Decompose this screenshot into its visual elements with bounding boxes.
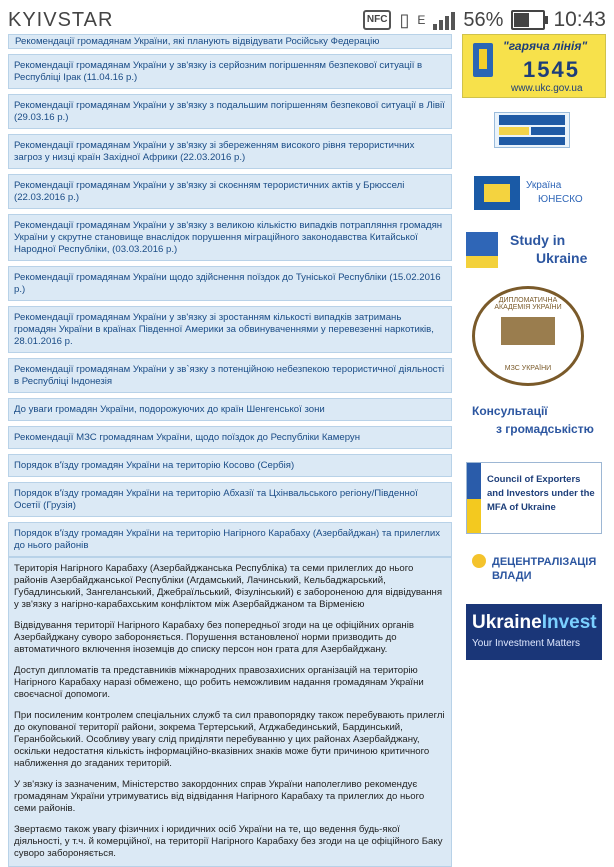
decent-line1: ДЕЦЕНТРАЛІЗАЦІЯ [492, 556, 597, 568]
ukraine-flag-icon [466, 232, 498, 268]
council-text: Council of Exporters and Investors under the MFA of Ukraine [487, 474, 595, 513]
trident-icon [473, 43, 493, 77]
list-item[interactable]: Рекомендації громадянам України у зв'язку зі збереженням високого рівня терористичних загроз у низці країн Західної Африки (22.03.2016 р.) [8, 134, 452, 169]
ukraine-invest-banner[interactable] [466, 604, 602, 660]
hotline-number: 1545 [523, 57, 580, 82]
academy-top-text: ДИПЛОМАТИЧНА АКАДЕМІЯ УКРАЇНИ [494, 297, 562, 311]
decent-line2: ВЛАДИ [492, 570, 532, 582]
list-item[interactable]: Рекомендації МЗС громадянам України, щодо поїздок до Республіки Камерун [8, 426, 452, 449]
hotline-title: "гаряча лінія" [503, 39, 588, 53]
study-in-ukraine-banner[interactable] [462, 226, 606, 274]
network-type: E [417, 13, 426, 27]
hotline-banner[interactable] [462, 34, 606, 98]
article-paragraph: Відвідування території Нагірного Карабаху без попередньої згоди на це офіційних органів Азербайджану суворо забороняється. Порушення встановленої норми призводить до автоматичного включення іноземців до списку персон нон грата для Азербайджану. [14, 620, 414, 655]
signal-icon [433, 10, 455, 30]
nfc-icon: NFC [363, 10, 392, 30]
decentralization-banner[interactable] [462, 542, 606, 594]
list-item-expanded[interactable]: Порядок в'їзду громадян України на територію Нагірного Карабаху (Азербайджан) та прилеглих до нього районів [8, 522, 452, 557]
invest-title: UkraineInvest [472, 612, 597, 633]
list-item[interactable]: Рекомендації громадянам України щодо здійснення поїздок до Туніської Республіки (15.02.2016 р.) [8, 266, 452, 301]
list-item[interactable]: Рекомендації громадянам України у зв'язку із серйозним погіршенням безпекової ситуації в Республіці Ірак (11.04.16 р.) [8, 54, 452, 89]
list-item[interactable]: Рекомендації громадянам України у зв`язку з потенційною небезпекою терористичної діяльності в Республіці Індонезія [8, 358, 452, 393]
list-item[interactable]: Рекомендації громадянам України, які планують відвідувати Російську Федерацію [8, 34, 452, 49]
unesco-line2: ЮНЕСКО [538, 194, 583, 205]
hotline-url: www.ukc.gov.ua [511, 83, 583, 94]
unesco-banner[interactable] [462, 168, 606, 218]
list-item[interactable]: Рекомендації громадянам України у зв'язку зі скоєнням терористичних актів у Брюсселі (22.03.2016 р.) [8, 174, 452, 209]
carrier-name: KYIVSTAR [8, 9, 114, 31]
nato-banner[interactable] [494, 112, 570, 148]
article-paragraph: Доступ дипломатів та представників міжнародних правозахисних організацій на територію Нагірного Карабаху наразі обмежено, що робить неможливим надання громадянам України своєчасної допомоги. [14, 665, 424, 700]
council-exporters-banner[interactable] [466, 462, 602, 534]
council-logo-icon [467, 463, 481, 533]
consult-line2: з громадськістю [496, 422, 594, 436]
study-line1: Study in [510, 232, 566, 248]
consult-line1: Консультації [472, 404, 548, 418]
article-paragraph: У зв'язку із зазначеним, Міністерство закордонних справ України наполегливо рекомендує громадянам України утримуватись від відвідання Нагірного Карабаху та прилеглих до нього семи районів. [14, 779, 425, 814]
unesco-logo-icon [474, 176, 520, 210]
list-item[interactable]: Рекомендації громадянам України у зв'язку зі зростанням кількості випадків затримань громадян України в країнах Південної Америки за обвинуваченнями у перевезенні наркотиків, 28.01.2016 р. [8, 306, 452, 353]
article-paragraph: При посиленим контролем спеціальних служб та сил правопорядку також перебувають прилеглі до окупованої території райони, зокрема Тертерський, Агджабединський, Бардинський, Геранбойський. Особливу увагу слід приділяти перебуванню у цих районах Азербайджану, оскільки недостатня кількість інформаційно-вказівних знаків може бути причиною критичного наближення до згаданих територій. [14, 710, 445, 769]
decentralization-logo-icon [472, 554, 486, 568]
consultations-banner[interactable] [462, 396, 606, 446]
list-item[interactable]: Порядок в'їзду громадян України на територію Абхазії та Цхінвальського регіону/Південної Осетії (Грузія) [8, 482, 452, 517]
main-content [8, 34, 452, 867]
vibrate-icon: ▯ [399, 9, 410, 30]
article-body [8, 557, 452, 867]
list-item[interactable]: Рекомендації громадянам України у зв'язку з подальшим погіршенням безпекової ситуації в Лівії (29.03.16 р.) [8, 94, 452, 129]
list-item[interactable]: Рекомендації громадянам України у зв'язку з великою кількістю випадків потрапляння громадян України у скрутне становище внаслідок порушення міграційного законодавства Китайської Народної Республіки, (03.03.2016 р.) [8, 214, 452, 261]
building-icon [501, 317, 555, 345]
battery-percent: 56% [463, 8, 504, 31]
study-line2: Ukraine [536, 250, 588, 266]
battery-icon [511, 10, 545, 30]
unesco-line1: Україна [526, 180, 562, 191]
article-paragraph: Територія Нагірного Карабаху (Азербайджанська Республіка) та семи прилеглих до нього районів Азербайджанської Республіки (Агдамський, Лачинський, Кельбаджарський, Губадлинський, Зангеланський, Джебраїльський, Фізулінський) є забороненою для відвідування у зв'язку з нагірно-карабахським конфліктом між Азербайджаном та Вірменією [14, 563, 443, 610]
clock: 10:43 [553, 8, 606, 31]
list-item[interactable]: До уваги громадян України, подорожуючих до країн Шенгенської зони [8, 398, 452, 421]
list-item[interactable]: Порядок в'їзду громадян України на територію Косово (Сербія) [8, 454, 452, 477]
status-icons [363, 8, 606, 32]
academy-bottom-text: МЗС УКРАЇНИ [504, 365, 552, 372]
invest-tagline: Your Investment Matters [472, 638, 581, 649]
diplomatic-academy-banner[interactable] [472, 286, 584, 386]
article-paragraph: Звертаємо також увагу фізичних і юридичних осіб України на те, що ведення будь-якої діяльності, у т.ч. й комерційної, на території Нагірного Карабаху без згоди на це офіційного Баку суворо забороняється. [14, 824, 443, 859]
